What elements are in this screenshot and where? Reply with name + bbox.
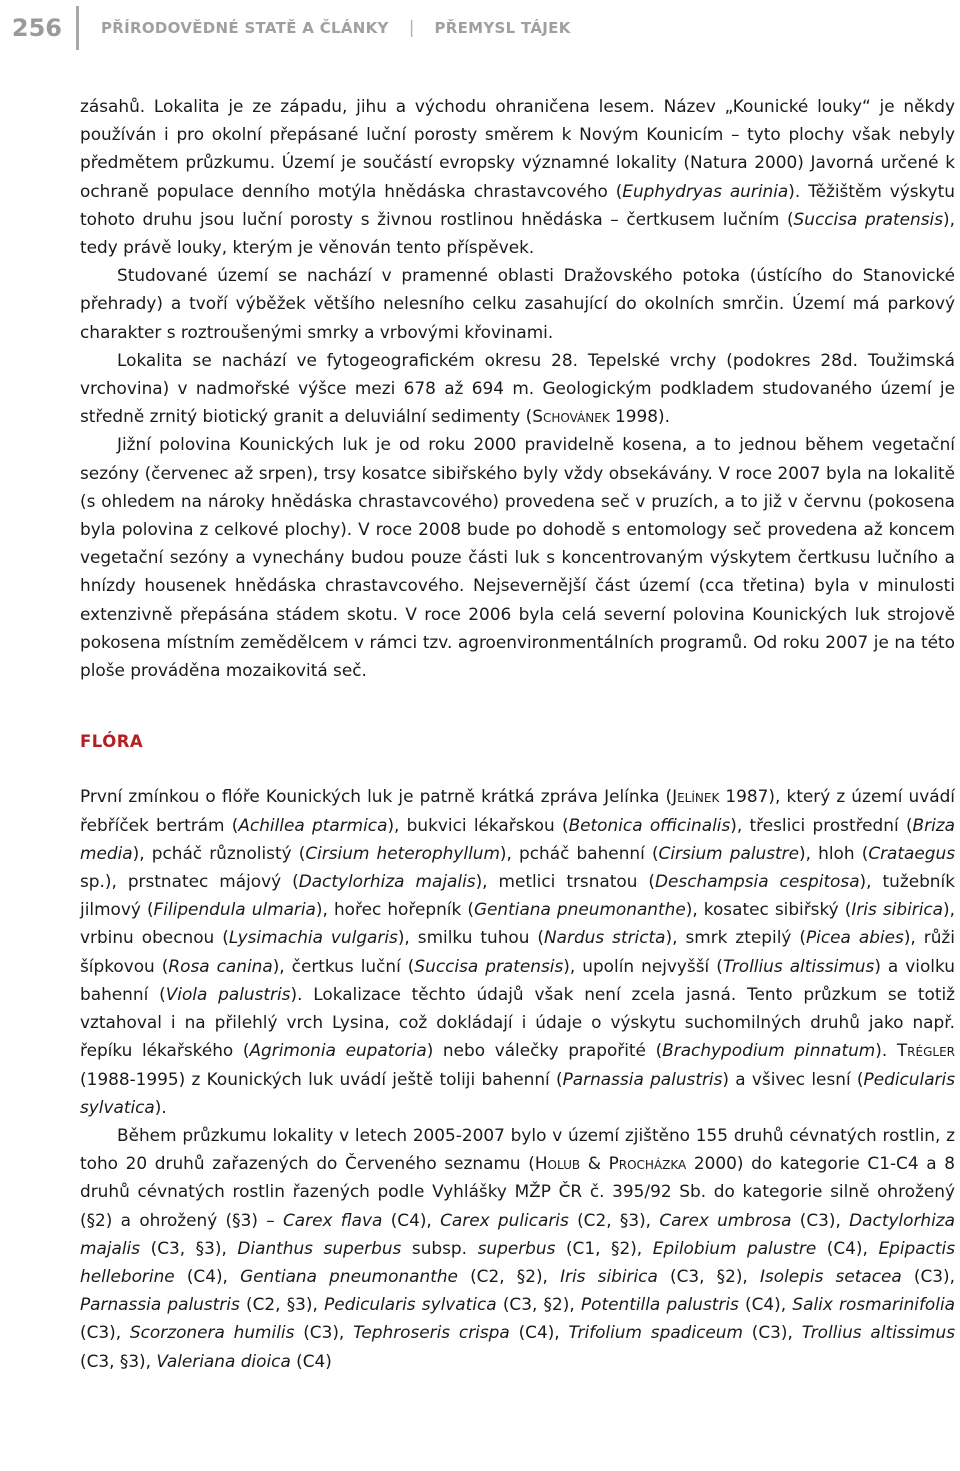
paragraph-flora-history (80, 782, 955, 1120)
header-section-title: PŘÍRODOVĚDNÉ STATĚ A ČLÁNKY (101, 19, 389, 37)
text-run: ), upolín nejvyšší ( (563, 955, 723, 976)
citation-author: Jelínek (672, 786, 720, 807)
species-name: Pedicularis sylvatica (324, 1294, 497, 1315)
species-name: Iris sibirica (851, 899, 944, 920)
text-run: ). (154, 1096, 167, 1117)
species-name: Succisa pratensis (793, 208, 944, 229)
text-run: ), metlici trsnatou ( (475, 871, 655, 892)
text-run: ). Těžištěm výskytu tohoto druhu jsou luční porosty s živnou rostlinou hnědáska – čertkusem lučním ( (80, 180, 956, 229)
species-name: Epipactis helleborine (80, 1237, 955, 1286)
text-run: (C1, §2), (555, 1237, 653, 1258)
species-name: Salix rosmarinifolia (792, 1294, 955, 1315)
species-name: Scorzonera humilis (129, 1322, 295, 1343)
header-author: PŘEMYSL TÁJEK (434, 19, 571, 37)
paragraph-flora-survey (80, 1121, 955, 1375)
paragraph-geology (80, 346, 955, 431)
species-name: Deschampsia cespitosa (655, 871, 860, 892)
running-header (0, 0, 960, 56)
species-name: Gentiana pneumonanthe (473, 899, 686, 920)
species-name: Lysimachia vulgaris (228, 927, 398, 948)
page-number: 256 (11, 14, 62, 42)
header-divider (76, 6, 79, 50)
text-run: (1988-1995) z Kounických luk uvádí ještě toliji bahenní ( (80, 1068, 563, 1089)
text-run: (C3), (901, 1265, 955, 1286)
text-run: ), třeslici prostřední ( (730, 814, 913, 835)
text-run: 1998). (609, 406, 671, 427)
text-run: (C2, §3), (568, 1209, 660, 1230)
species-name: Briza media (80, 814, 955, 863)
species-name: Cirsium heterophyllum (305, 842, 500, 863)
text-run: ), hořec hořepník ( (315, 899, 474, 920)
text-run: (C3), (791, 1209, 850, 1230)
text-run: ), pcháč různolistý ( (132, 842, 306, 863)
text-run: (C2, §3), (239, 1294, 325, 1315)
species-name: Dactylorhiza majalis (298, 871, 476, 892)
text-run: ), bukvici lékařskou ( (387, 814, 569, 835)
text-run: ), čertkus luční ( (272, 955, 415, 976)
header-separator: | (408, 18, 415, 38)
species-name: Carex umbrosa (659, 1209, 792, 1230)
species-name: Crataegus (868, 842, 955, 863)
text-run: 2000) do kategorie C1-C4 a 8 druhů cévnatých rostlin řazených podle Vyhlášky MŽP ČR č. 395/92 Sb. do kategorie silně ohrožený (§2) a ohrožený (§3) – (80, 1153, 955, 1230)
species-name: Dactylorhiza majalis (80, 1209, 956, 1258)
text-run: ). (875, 1040, 897, 1061)
article-body (80, 92, 955, 1375)
species-name: Valeriana dioica (156, 1350, 291, 1371)
species-name: Pedicularis sylvatica (80, 1068, 955, 1117)
text-run: Během průzkumu lokality v letech 2005-2007 bylo v území zjištěno 155 druhů cévnatých rostlin, z toho 20 druhů zařazených do Červeného seznamu ( (80, 1124, 955, 1174)
text-run: První zmínkou o flóře Kounických luk je patrně krátká zpráva Jelínka ( (80, 786, 673, 807)
text-run: subsp. (401, 1237, 478, 1258)
species-name: Rosa canina (168, 955, 273, 976)
text-run: (C4), (816, 1237, 879, 1258)
species-name: Epilobium palustre (652, 1237, 817, 1258)
species-name: Agrimonia eupatoria (249, 1040, 427, 1061)
text-run: (C3, §3), (140, 1237, 238, 1258)
text-run: 1987), který z území uvádí řebříček bertrám ( (80, 786, 955, 835)
species-name: Trifolium spadiceum (568, 1322, 743, 1343)
species-name: superbus (477, 1237, 556, 1258)
species-name: Carex flava (282, 1209, 383, 1230)
text-run: (C2, §2), (457, 1265, 561, 1286)
citation-author: Holub & Procházka (534, 1153, 687, 1174)
text-run: (C3), (742, 1322, 802, 1343)
text-run: ) a violku bahenní ( (80, 955, 955, 1004)
section-heading-flora: FLÓRA (80, 732, 144, 752)
text-run: ), kosatec sibiřský ( (685, 899, 852, 920)
species-name: Succisa pratensis (414, 955, 564, 976)
text-run: ), smilku tuhou ( (397, 927, 545, 948)
species-name: Potentilla palustris (580, 1294, 739, 1315)
text-run: (C4), (509, 1322, 569, 1343)
species-name: Carex pulicaris (440, 1209, 569, 1230)
text-run: ), tedy právě louky, kterým je věnován tento příspěvek. (80, 208, 955, 258)
text-run: sp.), prstnatec májový ( (80, 871, 299, 892)
text-run: (C4), (382, 1209, 441, 1230)
text-run: (C3), (294, 1322, 354, 1343)
text-run: zásahů. Lokalita je ze západu, jihu a východu ohraničena lesem. Název „Kounické louky“ je někdy používán i pro okolní přepásané luční porosty směrem k Novým Kounicím – tyto plochy však nebyly předmětem průzkumu. Území je součástí evropsky významné lokality (Natura 2000) Javorná určené k ochraně populace denního motýla hnědáska chrastavcového ( (80, 96, 955, 201)
species-name: Achillea ptarmica (238, 814, 388, 835)
species-name: Tephroseris crispa (353, 1322, 510, 1343)
species-name: Viola palustris (165, 983, 291, 1004)
text-run: (C3, §2), (496, 1294, 581, 1315)
text-run: (C4), (174, 1265, 241, 1286)
citation-author: Trégler (896, 1040, 956, 1061)
species-name: Iris sibirica (560, 1265, 658, 1286)
text-run: (C3, §2), (657, 1265, 760, 1286)
citation-author: Schovánek (532, 406, 610, 427)
species-name: Filipendula ulmaria (153, 899, 316, 920)
species-name: Trollius altissimus (801, 1322, 956, 1343)
text-run: (C3), (80, 1322, 130, 1343)
paragraph-management: Jižní polovina Kounických luk je od roku 2000 pravidelně kosena, a to jednou během vegetační sezóny (červenec až srpen), trsy kosatce sibiřského byly vždy obsekávány. V roce 2007 byla na lokalitě (s ohledem na nároky hnědáska chrastavcového) provedena seč v pruzích, a to již v červnu (pokosena byla polovina z celkové plochy). V roce 2008 bude po dohodě s entomology seč provedena až koncem vegetační sezóny a vynechány budou pouze části luk s koncentrovaným výskytem čertkusu lučního a hnízdy housenek hnědáska chrastavcového. Nejsevernější část území (cca třetina) byla v minulosti extenzivně přepásána stádem skotu. V roce 2006 byla celá severní polovina Kounických luk strojově pokosena místním zemědělcem v rámci tzv. agroenvironmentálních programů. Od roku 2007 je na této ploše prováděna mozaikovitá seč. (80, 434, 955, 681)
text-run: ), pcháč bahenní ( (499, 842, 659, 863)
species-name: Parnassia palustris (80, 1294, 240, 1315)
text-run: ), vrbinu obecnou ( (80, 899, 956, 948)
text-run: (C4), (738, 1294, 793, 1315)
species-name: Trollius altissimus (722, 955, 875, 976)
text-run: ) nebo válečky prapořité ( (426, 1040, 663, 1061)
paragraph-study-area: Studované území se nachází v pramenné oblasti Dražovského potoka (ústícího do Stanovické přehrady) a tvoří výběžek většího nelesního celku zasahující do okolních smrčin. Území má parkový charakter s roztroušenými smrky a vrbovými křovinami. (80, 265, 955, 342)
species-name: Gentiana pneumonanthe (240, 1265, 458, 1286)
species-name: Picea abies (805, 927, 904, 948)
species-name: Brachypodium pinnatum (662, 1040, 876, 1061)
text-run: Lokalita se nachází ve fytogeografickém okresu 28. Tepelské vrchy (podokres 28d. Toužimská vrchovina) v nadmořské výšce mezi 678 až 694 m. Geologickým podkladem studovaného území je středně zrnitý biotický granit a deluviální sedimenty ( (80, 349, 955, 427)
paragraph-locality (80, 92, 955, 261)
species-name: Betonica officinalis (568, 814, 731, 835)
species-name: Parnassia palustris (562, 1068, 723, 1089)
text-run: (C3, §3), (80, 1350, 157, 1371)
species-name: Isolepis setacea (759, 1265, 902, 1286)
text-run: ), smrk ztepilý ( (665, 927, 806, 948)
species-name: Dianthus superbus (237, 1237, 402, 1258)
species-name: Nardus stricta (544, 927, 666, 948)
text-run: ), tužebník jilmový ( (80, 871, 955, 920)
text-run: ). Lokalizace těchto údajů však není zcela jasná. Tento průzkum se totiž vztahoval i na přilehlý vrch Lysina, což dokládají i údaje o výskytu suchomilných druhů jako např. řepíku lékařského ( (80, 983, 956, 1061)
species-name: Euphydryas aurinia (622, 180, 789, 201)
text-run: (C4) (290, 1350, 332, 1371)
text-run: ), hloh ( (799, 842, 869, 863)
text-run: ) a všivec lesní ( (722, 1068, 864, 1089)
species-name: Cirsium palustre (658, 842, 800, 863)
text-run: ), růži šípkovou ( (80, 927, 955, 976)
